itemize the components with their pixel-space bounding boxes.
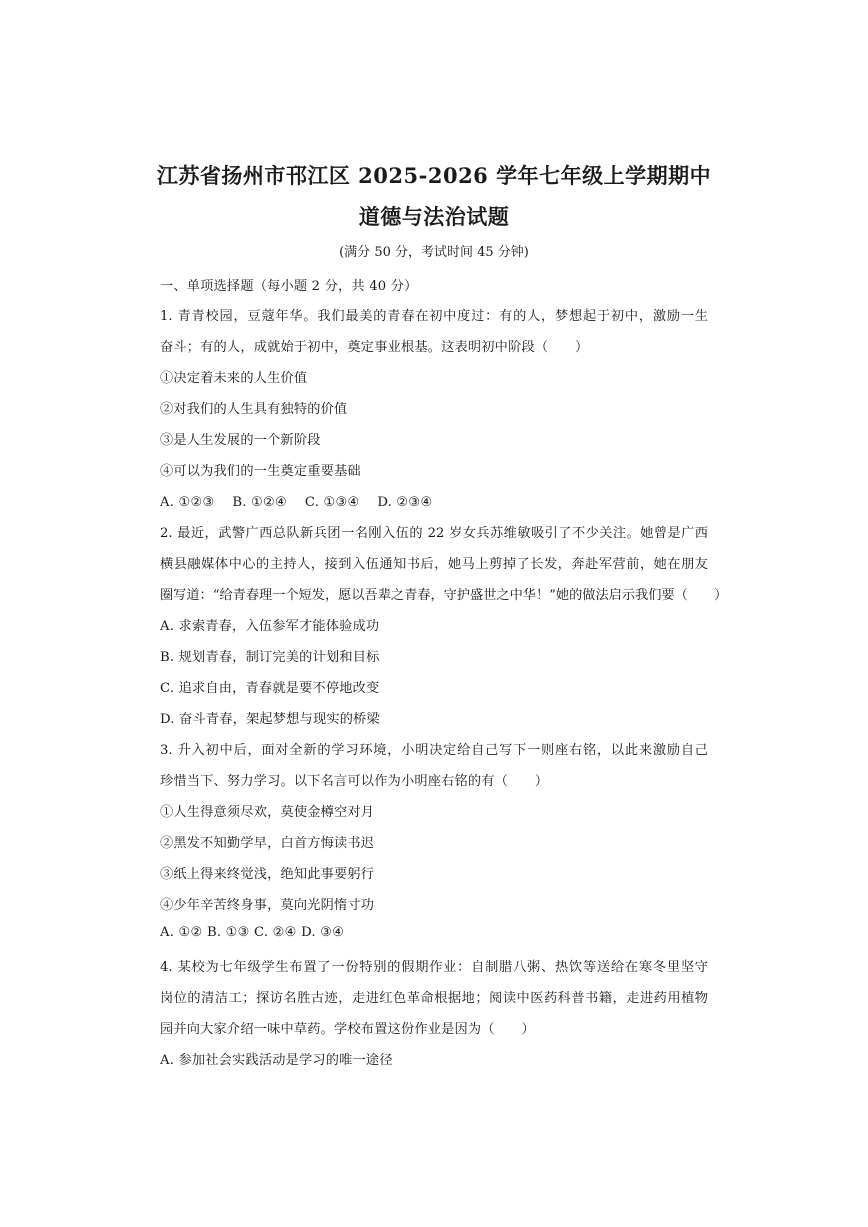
question-2-stem: 圈写道：“给青春理一个短发，愿以吾辈之青春，守护盛世之中华！”她的做法启示我们要（ ） <box>160 588 728 603</box>
question-2-option: D. 奋斗青春，架起梦想与现实的桥梁 <box>160 712 380 727</box>
question-3-statement: ②黑发不知勤学早，白首方悔读书迟 <box>160 836 375 851</box>
question-2-stem: 2. 最近，武警广西总队新兵团一名刚入伍的 22 岁女兵苏维敏吸引了不少关注。她曾是广西 <box>160 526 708 541</box>
question-3-stem: 珍惜当下、努力学习。以下名言可以作为小明座右铭的有（ ） <box>160 774 549 789</box>
question-1-statement: ①决定着未来的人生价值 <box>160 371 308 386</box>
exam-title-line2: 道德与法治试题 <box>358 204 510 229</box>
question-1-statement: ④可以为我们的一生奠定重要基础 <box>160 464 361 479</box>
question-4-stem: 4. 某校为七年级学生布置了一份特别的假期作业：自制腊八粥、热饮等送给在寒冬里坚守 <box>160 960 708 975</box>
exam-subtitle: (满分 50 分，考试时间 45 分钟) <box>339 245 529 260</box>
question-1-statement: ②对我们的人生具有独特的价值 <box>160 402 348 417</box>
question-4-stem: 岗位的清洁工；探访名胜古迹，走进红色革命根据地；阅读中医药科普书籍，走进药用植物 <box>160 991 708 1006</box>
question-2-stem: 横县融媒体中心的主持人，接到入伍通知书后，她马上剪掉了长发，奔赴军营前，她在朋友 <box>160 557 708 572</box>
question-1-stem: 奋斗；有的人，成就始于初中，奠定事业根基。这表明初中阶段（ ） <box>160 340 589 355</box>
question-1-statement: ③是人生发展的一个新阶段 <box>160 433 321 448</box>
exam-title-line1: 江苏省扬州市邗江区 2025-2026 学年七年级上学期期中 <box>156 163 712 188</box>
question-3-statement: ④少年辛苦终身事，莫向光阴惰寸功 <box>160 898 375 913</box>
question-1-stem: 1. 青青校园，豆蔻年华。我们最美的青春在初中度过：有的人，梦想起于初中，激励一生 <box>160 309 708 324</box>
question-4-stem: 园并向大家介绍一味中草药。学校布置这份作业是因为（ ） <box>160 1022 535 1037</box>
section-heading: 一、单项选择题（每小题 2 分，共 40 分） <box>160 279 418 294</box>
question-3-stem: 3. 升入初中后，面对全新的学习环境，小明决定给自己写下一则座右铭，以此来激励自己 <box>160 743 708 758</box>
question-3-options: A. ①② B. ①③ C. ②④ D. ③④ <box>160 925 345 940</box>
question-2-option: C. 追求自由，青春就是要不停地改变 <box>160 681 380 696</box>
question-1-options: A. ①②③ B. ①②④ C. ①③④ D. ②③④ <box>160 495 433 510</box>
question-2-option: A. 求索青春，入伍参军才能体验成功 <box>160 619 380 634</box>
question-3-statement: ①人生得意须尽欢，莫使金樽空对月 <box>160 805 375 820</box>
question-3-statement: ③纸上得来终觉浅，绝知此事要躬行 <box>160 867 375 882</box>
question-4-option: A. 参加社会实践活动是学习的唯一途径 <box>160 1053 393 1068</box>
question-2-option: B. 规划青春，制订完美的计划和目标 <box>160 650 380 665</box>
